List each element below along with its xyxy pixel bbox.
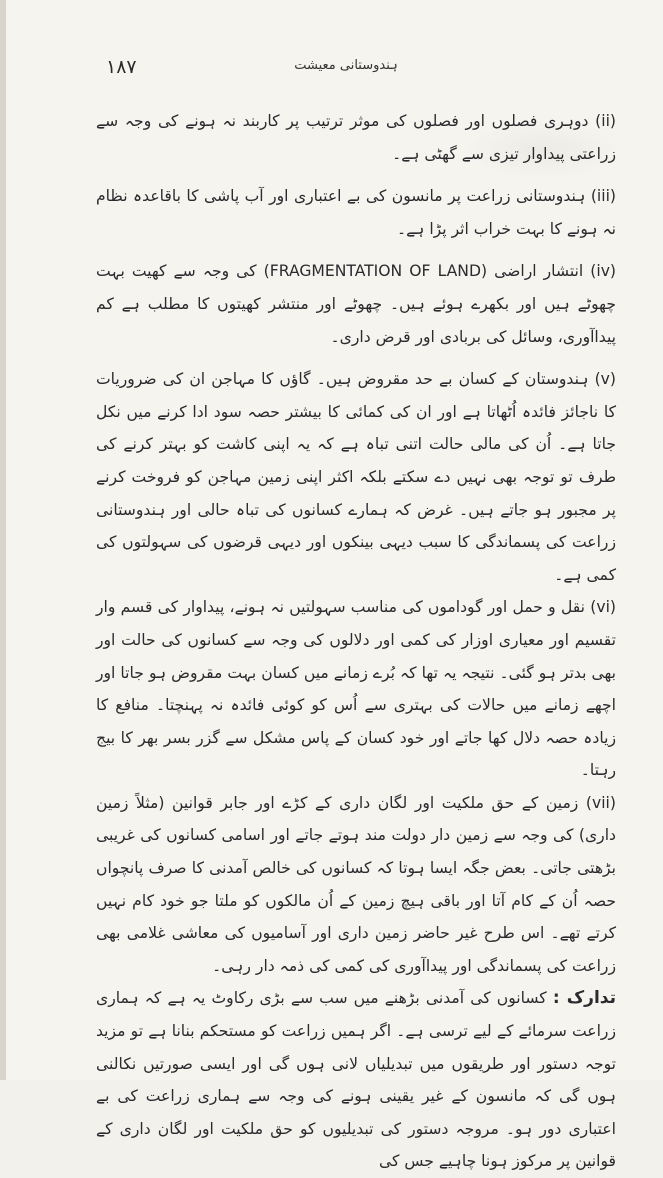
remedy-paragraph [96, 982, 616, 1178]
paragraph-vi: (vi) نقل و حمل اور گوداموں کی مناسب سہولتیں نہ ہونے، پیداوار کی قسم وار تقسیم اور معیاری اوزار کی کمی اور دلالوں کی وجہ سے کسانوں کی حالت اور بھی بدتر ہو گئی۔ نتیجہ یہ تھا کہ بُرے زمانے میں کسان بہت مقروض ہو جاتا اور اچھے زمانے میں حالات کی بہتری سے اُس کو کوئی فائدہ نہ پہنچتا۔ منافع کا زیادہ حصہ دلال کھا جاتے اور خود کسان کے پاس مشکل سے گزر بسر بھر کا بیج رہتا۔ [96, 598, 616, 780]
remedy-heading: تدارک : [552, 988, 616, 1009]
paragraph-iii: (iii) ہندوستانی زراعت پر مانسون کی بے اعتباری اور آب پاشی کا باقاعدہ نظام نہ ہونے کا بہت خراب اثر پڑا ہے۔ [96, 187, 616, 238]
page-header [106, 56, 586, 86]
paragraph-ii: (ii) دوہری فصلوں اور فصلوں کی موثر ترتیب پر کاربند نہ ہونے کی وجہ سے زراعتی پیداوار تیزی سے گھٹی ہے۔ [96, 112, 616, 163]
running-title: ہندوستانی معیشت [294, 58, 398, 73]
paragraph-iv: (iv) انتشار اراضی (FRAGMENTATION OF LAND) کی وجہ سے کھیت بہت چھوٹے ہیں اور بکھرے ہوئے ہیں۔ چھوٹے اور منتشر کھیتوں کا مطلب ہے کم پیداآوری، وسائل کی بربادی اور قرض داری۔ [96, 262, 617, 346]
paragraph-vii: (vii) زمین کے حق ملکیت اور لگان داری کے کڑے اور جابر قوانین (مثلاً زمین داری) کی وجہ سے زمین دار دولت مند ہوتے جاتے اور اسامی کسانوں کی غریبی بڑھتی جاتی۔ بعض جگہ ایسا ہوتا کہ کسانوں کی خالص آمدنی کا صرف پانچواں حصہ اُن کے کام آتا اور باقی ہیچ زمین کے اُن مالکوں کو ملتا جو خود کام نہیں کرتے تھے۔ اس طرح غیر حاضر زمین داری اور آسامیوں کی معاشی غلامی بھی زراعت کی پسماندگی اور پیداآوری کی کمی کی ذمہ دار رہی۔ [96, 793, 616, 975]
page-body [96, 105, 616, 1178]
remedy-text: کسانوں کی آمدنی بڑھنے میں سب سے بڑی رکاوٹ یہ ہے کہ ہماری زراعت سرمائے کے لیے ترسی ہے۔ اگر ہمیں زراعت کو مستحکم بنانا ہے تو مزید توجہ دستور اور طریقوں میں تبدیلیاں لانی ہوں گی اور ایسی صورتیں نکالنی ہوں گی کہ مانسون کے غیر یقینی ہونے کی وجہ سے ہماری زراعت کی بے اعتباری دور ہو۔ مروجہ دستور کی تبدیلیوں کو حق ملکیت اور لگان داری کے قوانین پر مرکوز ہونا چاہیے جس کی [96, 989, 616, 1171]
page-number: ۱۸۷ [106, 56, 137, 78]
paragraph-v: (v) ہندوستان کے کسان بے حد مقروض ہیں۔ گاؤں کا مہاجن ان کی ضروریات کا ناجائز فائدہ اُٹھاتا ہے اور ان کی کمائی کا بیشتر حصہ سود ادا کرنے میں نکل جاتا ہے۔ اُن کی مالی حالت اتنی تباہ ہے کہ یہ اپنی کاشت کو بہتر کرنے کی طرف تو توجہ بھی نہیں دے سکتے بلکہ اکثر اپنی زمین مہاجن کو فروخت کرنے پر مجبور ہو جاتے ہیں۔ غرض کہ ہمارے کسانوں کی تباہ حالی اور ہندوستانی زراعت کی پسماندگی کا سبب دیہی بینکوں اور دیہی قرضوں کی سہولتوں کی کمی ہے۔ [96, 370, 616, 584]
